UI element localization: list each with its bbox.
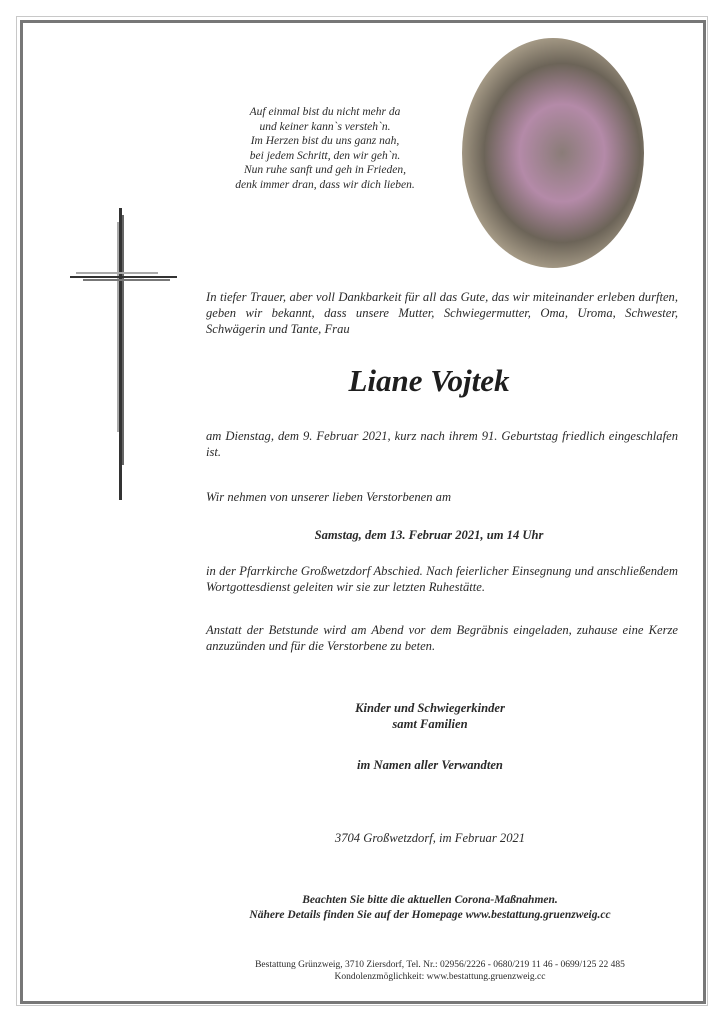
mourners-line: Kinder und Schwiegerkinder (355, 701, 505, 715)
poem (200, 105, 450, 192)
portrait-photo (462, 38, 644, 268)
mourners (280, 700, 580, 732)
corona-notice (180, 893, 680, 923)
poem-line: bei jedem Schritt, den wir geh`n. (249, 149, 401, 162)
footer (200, 959, 680, 983)
death-text: am Dienstag, dem 9. Februar 2021, kurz nach ihrem 91. Geburtstag friedlich eingeschlafen ist. (206, 429, 678, 459)
church-text: in der Pfarrkirche Großwetzdorf Abschied. Nach feierlicher Einsegnung und anschließendem Wortgottesdienst geleiten wir sie zur letzten Ruhestätte. (206, 564, 678, 594)
notice-line: Beachten Sie bitte die aktuellen Corona-Maßnahmen. (302, 894, 558, 906)
intro-text: In tiefer Trauer, aber voll Dankbarkeit für all das Gute, das wir miteinander erleben durften, geben wir bekannt, dass unsere Mutter, Schwiegermutter, Oma, Uroma, Schwester, Schwägerin und Tante, Frau (206, 290, 678, 336)
footer-condolence: Kondolenzmöglichkeit: www.bestattung.gruenzweig.cc (334, 972, 546, 982)
funeral-date: Samstag, dem 13. Februar 2021, um 14 Uhr (314, 528, 544, 542)
deceased-name: Liane Vojtek (348, 363, 510, 398)
farewell-intro: Wir nehmen von unserer lieben Verstorbenen am (206, 490, 452, 504)
prayer-text: Anstatt der Betstunde wird am Abend vor dem Begräbnis eingeladen, zuhause eine Kerze anzuzünden und für die Verstorbene zu beten. (206, 623, 678, 653)
relatives: im Namen aller Verwandten (357, 758, 503, 772)
poem-line: Auf einmal bist du nicht mehr da (249, 106, 401, 118)
poem-line: Im Herzen bist du uns ganz nah, (250, 135, 400, 147)
poem-line: Nun ruhe sanft und geh in Frieden, (244, 164, 406, 176)
mourners-line: samt Familien (392, 717, 468, 731)
notice-line: Nähere Details finden Sie auf der Homepage www.bestattung.gruenzweig.cc (249, 909, 611, 921)
poem-line: denk immer dran, dass wir dich lieben. (235, 178, 415, 191)
poem-line: und keiner kann`s versteh`n. (259, 120, 391, 133)
footer-contact: Bestattung Grünzweig, 3710 Ziersdorf, Tel. Nr.: 02956/2226 - 0680/219 11 46 - 0699/125 22 485 (255, 960, 625, 970)
place-date: 3704 Großwetzdorf, im Februar 2021 (334, 831, 526, 845)
